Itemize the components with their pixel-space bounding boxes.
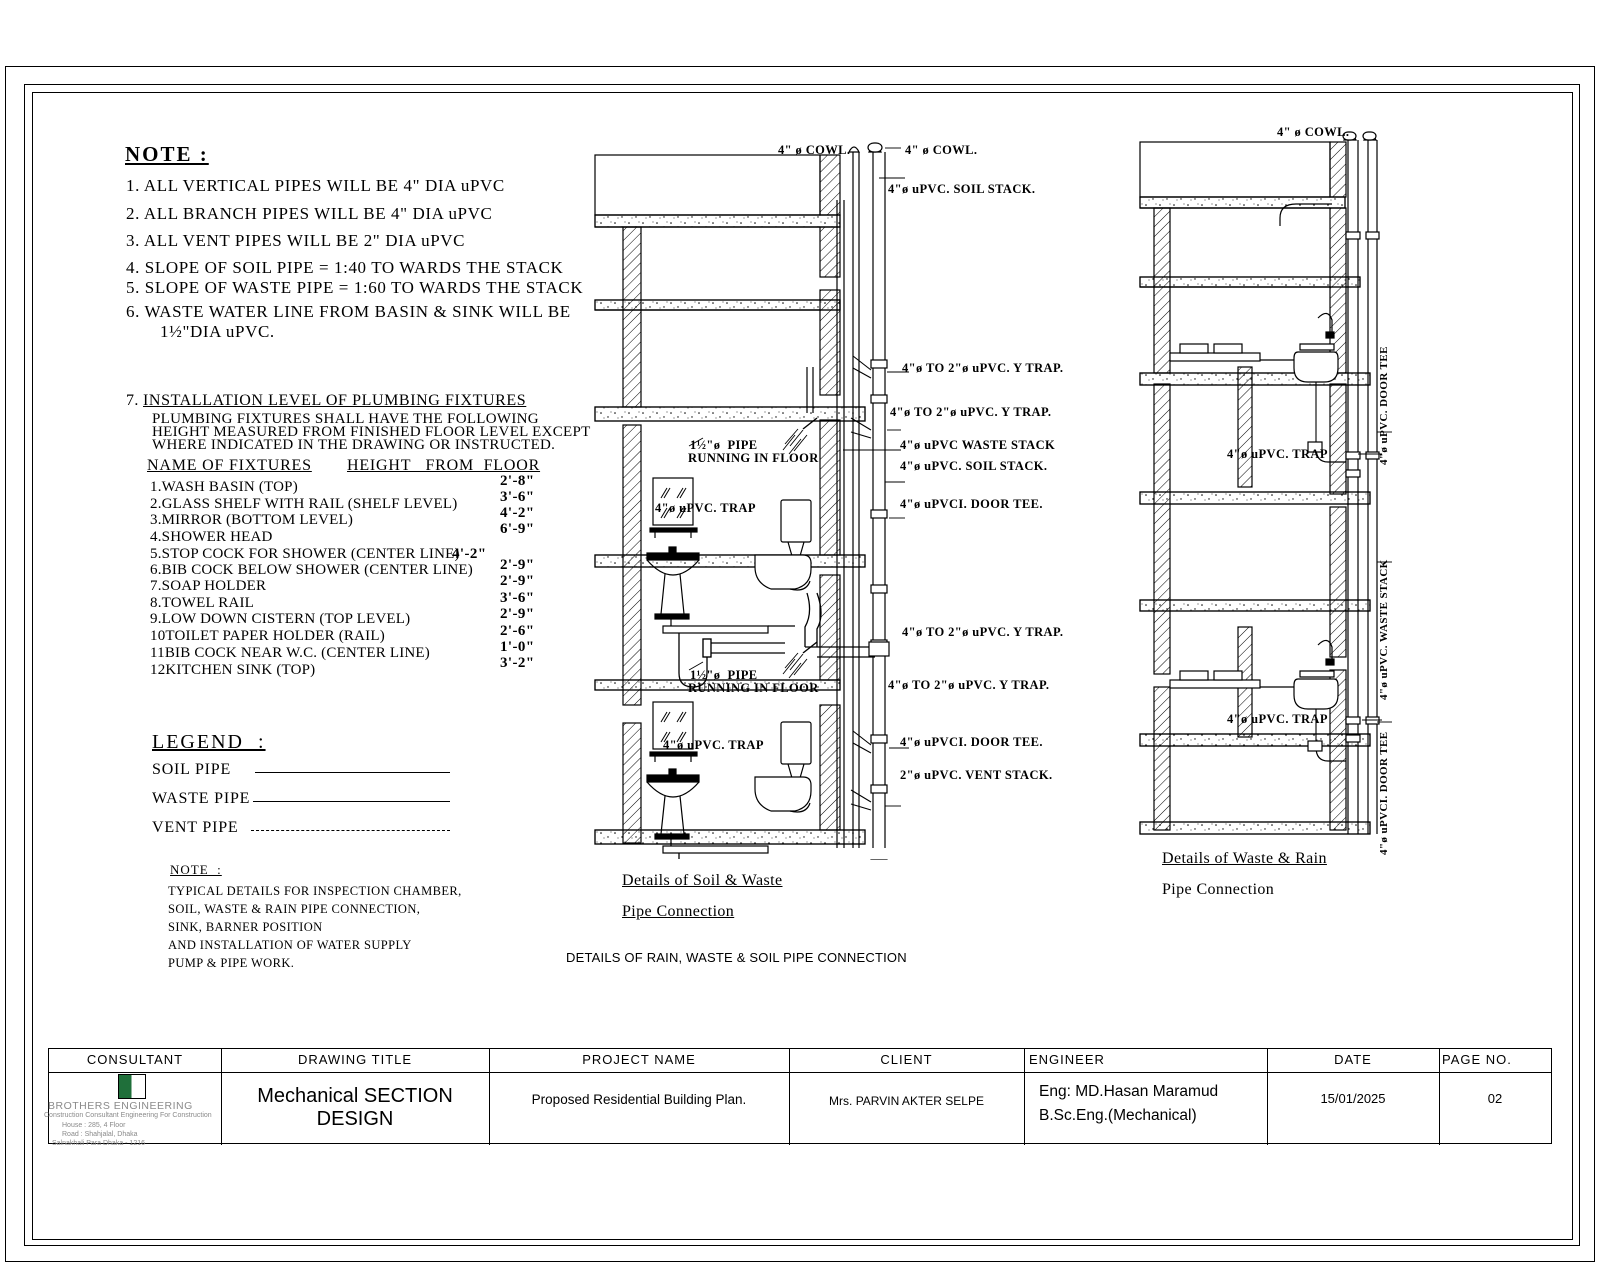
note2-line-1: TYPICAL DETAILS FOR INSPECTION CHAMBER,	[168, 884, 462, 898]
fixture-name-8: 8.TOWEL RAIL	[150, 595, 255, 611]
value-page-no: 02	[1487, 1091, 1503, 1106]
fixture-name-6: 6.BIB COCK BELOW SHOWER (CENTER LINE)	[150, 562, 473, 578]
note-item-2: 2. ALL BRANCH PIPES WILL BE 4" DIA uPVC	[126, 204, 493, 223]
fixture-name-5: 5.STOP COCK FOR SHOWER (CENTER LINE)	[150, 546, 460, 562]
callout-y-trap-3: 4"ø TO 2"ø uPVC. Y TRAP.	[902, 625, 1064, 639]
right-drawing-title-line2: Pipe Connection	[1162, 881, 1275, 898]
consultant-address-3: Salnakhali Para Dhaka - 1216	[52, 1140, 146, 1147]
fixture-height-12: 3'-2"	[500, 655, 535, 671]
center-drawing-title-line1: Details of Soil & Waste	[622, 872, 783, 889]
waste-rain-section-drawing	[1130, 122, 1410, 852]
fixture-name-11: 11BIB COCK NEAR W.C. (CENTER LINE)	[150, 645, 430, 661]
callout-right-waste-stack: 4"ø uPVC. WASTE STACK	[1378, 559, 1390, 700]
center-drawing-subcaption: DETAILS OF RAIN, WASTE & SOIL PIPE CONNECTION	[566, 950, 907, 965]
legend-line-waste	[253, 801, 450, 802]
callout-door-tee-1: 4"ø uPVCI. DOOR TEE.	[900, 497, 1043, 511]
fixture-name-10: 10TOILET PAPER HOLDER (RAIL)	[150, 628, 385, 644]
value-date: 15/01/2025	[1320, 1091, 1386, 1106]
value-client: Mrs. PARVIN AKTER SELPE	[829, 1094, 984, 1108]
fixture-name-4: 4.SHOWER HEAD	[150, 529, 273, 545]
fixtures-note-sub2: HEIGHT MEASURED FROM FINISHED FLOOR LEVEL EXCEPT	[152, 424, 591, 440]
callout-trap-1: 4"ø uPVC. TRAP	[655, 501, 756, 515]
right-drawing-title-line1: Details of Waste & Rain	[1162, 850, 1327, 867]
note-item-6-cont: 1½"DIA uPVC.	[160, 322, 275, 341]
note2-title: NOTE :	[170, 862, 222, 877]
legend-label-soil-pipe: SOIL PIPE	[152, 761, 232, 778]
note2-line-5: PUMP & PIPE WORK.	[168, 956, 295, 970]
fixtures-note-number: 7.	[126, 392, 139, 409]
callout-y-trap-2: 4"ø TO 2"ø uPVC. Y TRAP.	[890, 405, 1052, 419]
title-block	[48, 1048, 1552, 1144]
fixture-name-9: 9.LOW DOWN CISTERN (TOP LEVEL)	[150, 611, 411, 627]
value-project-name: Proposed Residential Building Plan.	[531, 1092, 747, 1107]
callout-vent-stack: 2"ø uPVC. VENT STACK.	[900, 768, 1053, 782]
fixture-height-1: 2'-8"	[500, 473, 535, 489]
fixture-height-3: 4'-2"	[500, 505, 535, 521]
fixture-height-7: 2'-9"	[500, 573, 535, 589]
fixture-name-3: 3.MIRROR (BOTTOM LEVEL)	[150, 512, 354, 528]
callout-soil-stack: 4"ø uPVC. SOIL STACK.	[900, 459, 1048, 473]
callout-y-trap-1: 4"ø TO 2"ø uPVC. Y TRAP.	[902, 361, 1064, 375]
callout-door-tee-2: 4"ø uPVCI. DOOR TEE.	[900, 735, 1043, 749]
callout-right-door-tee-lower: 4"ø uPVCI. DOOR TEE	[1378, 731, 1390, 855]
fixtures-col-name-header: NAME OF FIXTURES	[147, 457, 312, 474]
callout-right-trap-lower: 4"ø uPVC. TRAP	[1227, 712, 1328, 726]
note-item-1: 1. ALL VERTICAL PIPES WILL BE 4" DIA uPVC	[126, 176, 505, 195]
note2-line-3: SINK, BARNER POSITION	[168, 920, 323, 934]
callout-right-cowl: 4" ø COWL.	[1277, 125, 1350, 139]
note-item-4: 4. SLOPE OF SOIL PIPE = 1:40 TO WARDS THE STACK	[126, 258, 564, 277]
fixture-height-2: 3'-6"	[500, 489, 535, 505]
legend-title: LEGEND :	[152, 731, 266, 753]
header-date: DATE	[1334, 1052, 1372, 1067]
fixtures-col-height-header: HEIGHT FROM FLOOR	[347, 457, 541, 474]
header-client: CLIENT	[880, 1052, 933, 1067]
note-item-5: 5. SLOPE OF WASTE PIPE = 1:60 TO WARDS THE STACK	[126, 278, 584, 297]
fixtures-note-heading: INSTALLATION LEVEL OF PLUMBING FIXTURES	[143, 392, 527, 409]
fixture-height-5: 4'-2"	[452, 546, 487, 562]
note-title: NOTE :	[125, 142, 209, 166]
callout-right-door-tee-upper: 4"ø uPVC. DOOR TEE	[1378, 346, 1390, 465]
consultant-logo-icon	[118, 1074, 146, 1099]
callout-y-trap-4: 4"ø TO 2"ø uPVC. Y TRAP.	[888, 678, 1050, 692]
callout-floor-pipe-2b: RUNNING IN FLOOR	[688, 681, 819, 695]
fixture-name-2: 2.GLASS SHELF WITH RAIL (SHELF LEVEL)	[150, 496, 458, 512]
consultant-tagline: Construction Consultant Engineering For Construction	[44, 1112, 212, 1119]
soil-waste-section-drawing	[585, 130, 1005, 860]
fixture-name-1: 1.WASH BASIN (TOP)	[150, 479, 298, 495]
note2-line-2: SOIL, WASTE & RAIN PIPE CONNECTION,	[168, 902, 421, 916]
consultant-name: BROTHERS ENGINEERING	[48, 1100, 193, 1112]
fixture-name-12: 12KITCHEN SINK (TOP)	[150, 662, 316, 678]
callout-soil-stack-top: 4"ø uPVC. SOIL STACK.	[888, 182, 1036, 196]
callout-trap-2: 4"ø uPVC. TRAP	[663, 738, 764, 752]
fixture-height-6: 2'-9"	[500, 557, 535, 573]
callout-floor-pipe-1a: 1½"ø PIPE	[690, 438, 758, 452]
legend-line-vent	[251, 830, 450, 831]
fixture-name-7: 7.SOAP HOLDER	[150, 578, 267, 594]
callout-waste-stack: 4"ø uPVC WASTE STACK	[900, 438, 1056, 452]
callout-cowl-left: 4" ø COWL.	[778, 143, 851, 157]
fixtures-note-sub3: WHERE INDICATED IN THE DRAWING OR INSTRUCTED.	[152, 437, 556, 453]
title-block-divider-4	[1024, 1049, 1025, 1145]
callout-floor-pipe-1b: RUNNING IN FLOOR	[688, 451, 819, 465]
value-engineer-line2: B.Sc.Eng.(Mechanical)	[1039, 1107, 1197, 1124]
callout-floor-pipe-2a: 1½"ø PIPE	[690, 668, 758, 682]
header-page-no: PAGE NO.	[1442, 1052, 1512, 1067]
fixture-height-4: 6'-9"	[500, 521, 535, 537]
header-engineer: ENGINEER	[1029, 1052, 1105, 1067]
fixture-height-10: 2'-6"	[500, 623, 535, 639]
legend-label-vent-pipe: VENT PIPE	[152, 819, 239, 836]
consultant-address-2: Road : Shahjalal, Dhaka	[62, 1131, 138, 1138]
header-project-name: PROJECT NAME	[582, 1052, 696, 1067]
callout-right-trap-upper: 4"ø uPVC. TRAP	[1227, 447, 1328, 461]
fixtures-note-sub1: PLUMBING FIXTURES SHALL HAVE THE FOLLOWING	[152, 411, 539, 427]
header-consultant: CONSULTANT	[86, 1052, 184, 1067]
legend-label-waste-pipe: WASTE PIPE	[152, 790, 251, 807]
fixture-height-8: 3'-6"	[500, 590, 535, 606]
note2-line-4: AND INSTALLATION OF WATER SUPPLY	[168, 938, 412, 952]
note-item-6: 6. WASTE WATER LINE FROM BASIN & SINK WILL BE	[126, 302, 571, 321]
legend-line-soil	[255, 772, 450, 773]
value-engineer-line1: Eng: MD.Hasan Maramud	[1039, 1083, 1219, 1100]
note-item-3: 3. ALL VENT PIPES WILL BE 2" DIA uPVC	[126, 231, 466, 250]
header-drawing-title: DRAWING TITLE	[297, 1052, 413, 1067]
center-drawing-title-line2: Pipe Connection	[622, 903, 735, 920]
consultant-address-1: House : 285, 4 Floor	[62, 1122, 126, 1129]
fixture-height-11: 1'-0"	[500, 639, 535, 655]
callout-cowl-right: 4" ø COWL.	[905, 143, 978, 157]
value-drawing-title: Mechanical SECTION DESIGN	[257, 1085, 453, 1130]
fixture-height-9: 2'-9"	[500, 606, 535, 622]
